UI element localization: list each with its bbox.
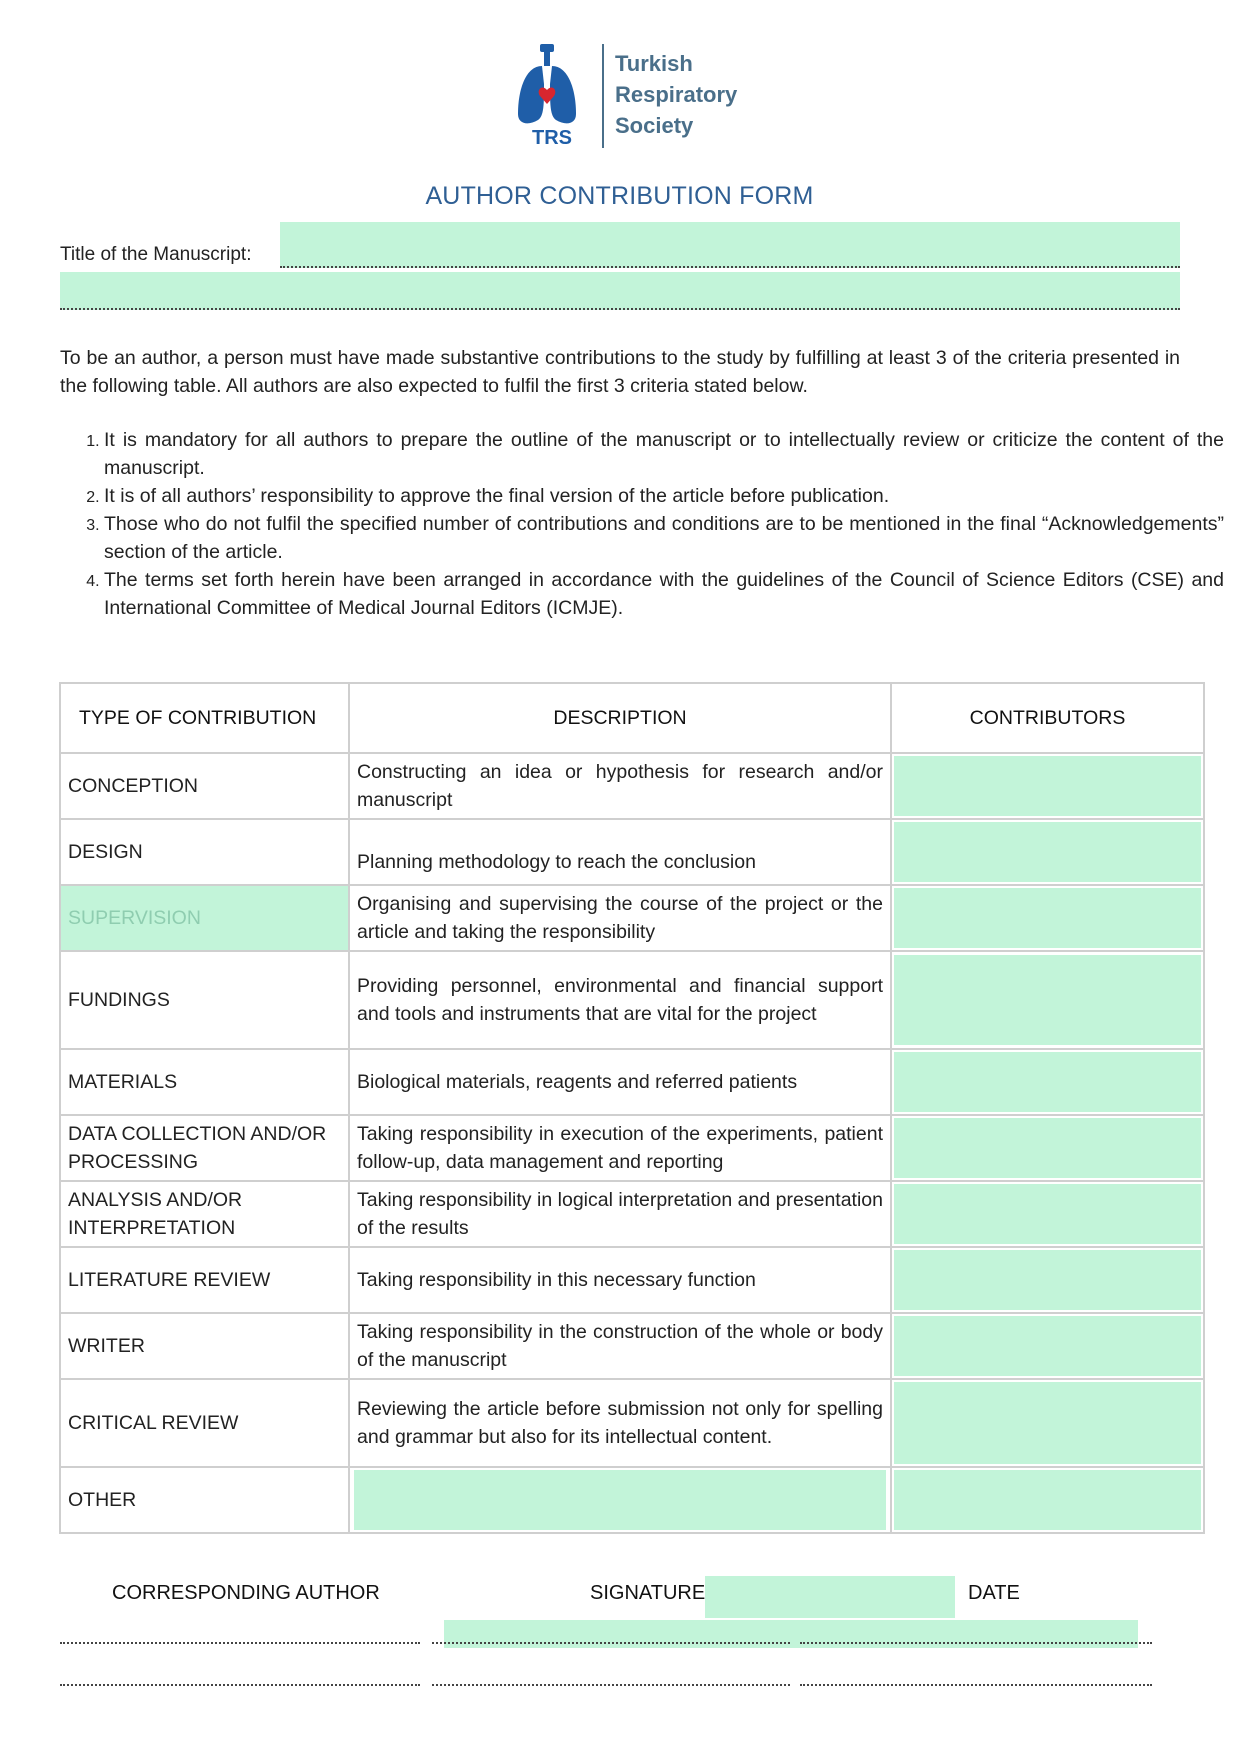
contributors-input[interactable]: [894, 822, 1201, 882]
table-row: [60, 1115, 1204, 1181]
table-row: [60, 819, 1204, 885]
table-row: [60, 1379, 1204, 1467]
contribution-description: Constructing an idea or hypothesis for research and/or manuscript: [349, 753, 891, 819]
header-contributors: CONTRIBUTORS: [891, 683, 1204, 753]
contribution-description: Taking responsibility in logical interpretation and presentation of the results: [349, 1181, 891, 1247]
logo-line: Turkish: [615, 51, 693, 76]
criteria-item: 2. It is of all authors’ responsibility to approve the final version of the article before publication.: [104, 482, 1224, 510]
logo-divider: [602, 44, 604, 148]
date-line-2: [800, 1684, 1152, 1686]
contribution-table: [59, 682, 1205, 1534]
logo-abbr: TRS: [532, 127, 572, 149]
logo-text: [615, 48, 737, 141]
lungs-icon: [518, 44, 576, 123]
table-header-row: [60, 683, 1204, 753]
contributors-input[interactable]: [894, 955, 1201, 1045]
contribution-description: Biological materials, reagents and referred patients: [349, 1049, 891, 1115]
contribution-description: Taking responsibility in the construction of the whole or body of the manuscript: [349, 1313, 891, 1379]
criteria-item: 1. It is mandatory for all authors to prepare the outline of the manuscript or to intellectually review or criticize the content of the manuscript.: [104, 426, 1224, 482]
manuscript-title-label: Title of the Manuscript:: [60, 244, 252, 265]
table-row: [60, 951, 1204, 1049]
logo-line: Respiratory: [615, 82, 738, 107]
contribution-type: FUNDINGS: [60, 951, 349, 1049]
author-line-2: [60, 1684, 420, 1686]
logo-line: Society: [615, 113, 694, 138]
date-label: DATE: [968, 1582, 1020, 1604]
contribution-description: Planning methodology to reach the conclusion: [349, 819, 891, 885]
contribution-description: Taking responsibility in this necessary function: [349, 1247, 891, 1313]
date-line-1: [800, 1642, 1152, 1644]
contributors-input[interactable]: [894, 756, 1201, 816]
contributors-input[interactable]: [894, 1382, 1201, 1464]
contribution-description: Reviewing the article before submission not only for spelling and grammar but also for its intellectual content.: [349, 1379, 891, 1467]
contribution-type: CRITICAL REVIEW: [60, 1379, 349, 1467]
table-row: [60, 1467, 1204, 1533]
contribution-description: Providing personnel, environmental and financial support and tools and instruments that are vital for the project: [349, 951, 891, 1049]
contribution-type: ANALYSIS AND/OR INTERPRETATION: [60, 1181, 349, 1247]
criteria-item: 4. The terms set forth herein have been arranged in accordance with the guidelines of the Council of Science Editors (CSE) and International Committee of Medical Journal Editors (ICMJE).: [104, 566, 1224, 622]
signature-label: SIGNATURE: [590, 1582, 706, 1604]
contribution-type: LITERATURE REVIEW: [60, 1247, 349, 1313]
contributors-input[interactable]: [894, 1052, 1201, 1112]
table-row: [60, 1247, 1204, 1313]
contribution-type: DESIGN: [60, 819, 349, 885]
contribution-type: OTHER: [60, 1467, 349, 1533]
contributors-input[interactable]: [894, 1250, 1201, 1310]
table-row: [60, 753, 1204, 819]
table-row: [60, 1313, 1204, 1379]
table-row: [60, 1181, 1204, 1247]
manuscript-title-input-line1[interactable]: [280, 222, 1180, 268]
corresponding-author-label: CORRESPONDING AUTHOR: [112, 1582, 380, 1604]
contribution-type: MATERIALS: [60, 1049, 349, 1115]
contributors-input[interactable]: [894, 888, 1201, 948]
contribution-type-supervision[interactable]: SUPERVISION: [60, 885, 349, 951]
contribution-type: DATA COLLECTION AND/OR PROCESSING: [60, 1115, 349, 1181]
contribution-type: CONCEPTION: [60, 753, 349, 819]
criteria-list: [60, 426, 1224, 622]
header-description: DESCRIPTION: [349, 683, 891, 753]
signature-line-2: [432, 1684, 790, 1686]
intro-paragraph: To be an author, a person must have made substantive contributions to the study by fulfilling at least 3 of the criteria presented in the following table. All authors are also expected to fulfil the first 3 criteria stated below.: [60, 347, 1180, 397]
author-line-1: [60, 1642, 420, 1644]
contributors-input[interactable]: [894, 1118, 1201, 1178]
header-type: TYPE OF CONTRIBUTION: [60, 683, 349, 753]
contribution-description: Organising and supervising the course of the project or the article and taking the responsibility: [349, 885, 891, 951]
form-title: AUTHOR CONTRIBUTION FORM: [425, 182, 814, 210]
contribution-type: WRITER: [60, 1313, 349, 1379]
signature-input[interactable]: [705, 1576, 955, 1618]
contributors-input[interactable]: [894, 1184, 1201, 1244]
criteria-item: 3. Those who do not fulfil the specified number of contributions and conditions are to be mentioned in the final “Acknowledgements” section of the article.: [104, 510, 1224, 566]
contributors-input[interactable]: [894, 1316, 1201, 1376]
table-row: [60, 1049, 1204, 1115]
signature-line-1: [432, 1642, 790, 1644]
other-description-input[interactable]: [354, 1470, 886, 1530]
manuscript-title-input-line2[interactable]: [60, 272, 1180, 310]
contribution-description: Taking responsibility in execution of the experiments, patient follow-up, data management and reporting: [349, 1115, 891, 1181]
contributors-input[interactable]: [894, 1470, 1201, 1530]
table-row: [60, 885, 1204, 951]
